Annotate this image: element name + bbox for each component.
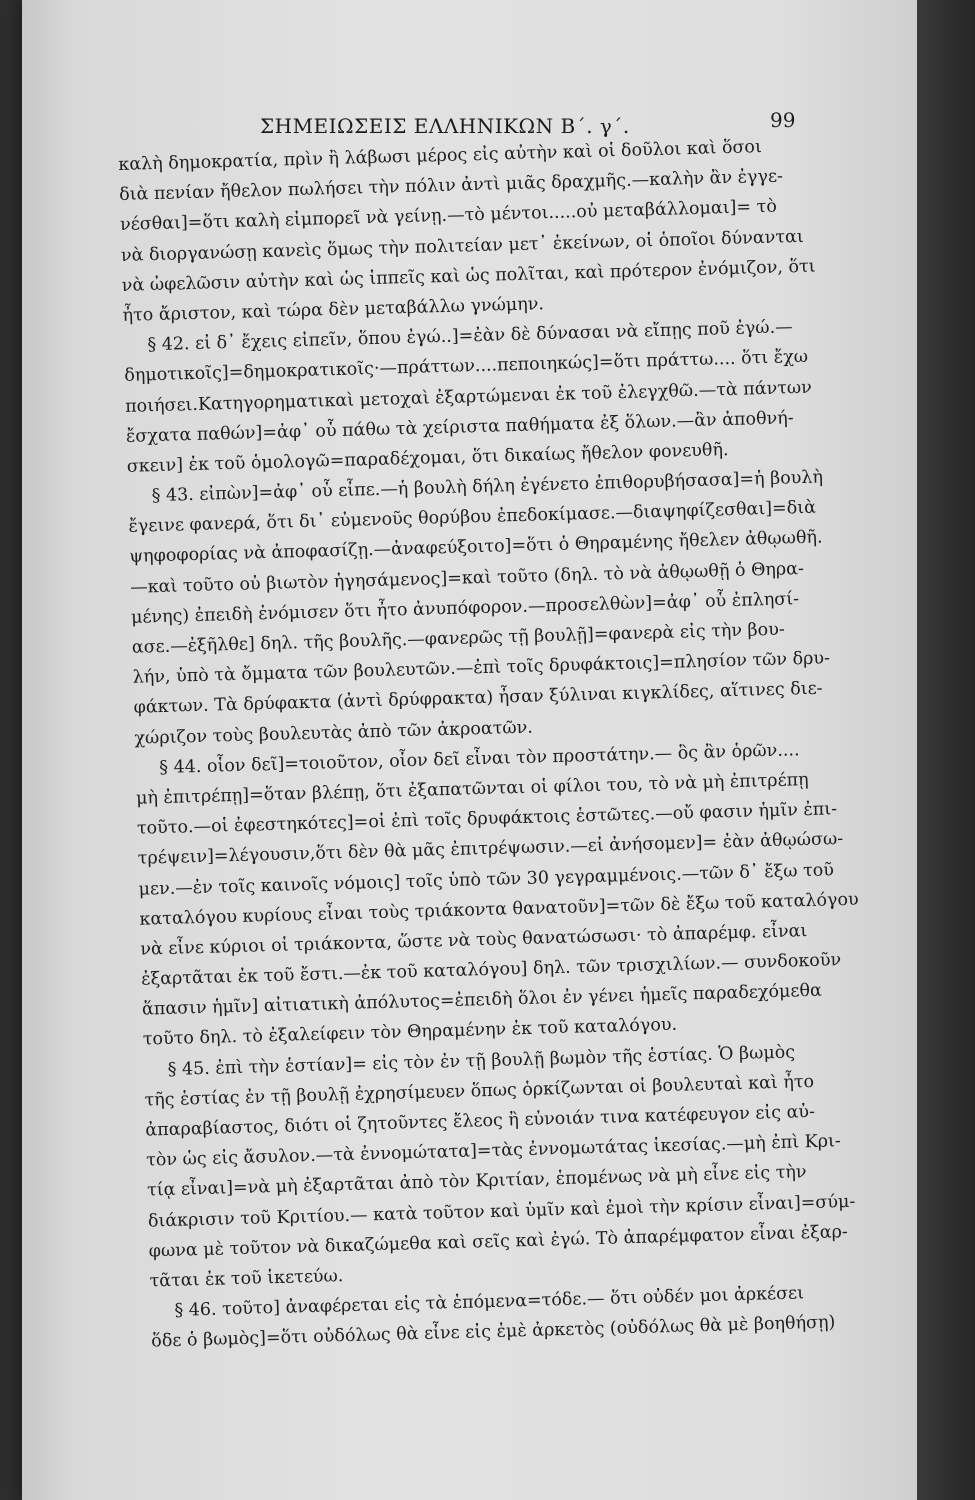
scanned-page: [22, 0, 917, 1500]
body-text: [118, 129, 886, 1357]
text-line: χώριζον τοὺς βουλευτὰς ἀπὸ τῶν ἀκροατῶν.: [134, 717, 534, 749]
text-line: τρέψειν]=λέγουσιν,ὅτι δὲν θὰ μᾶς ἐπιτρέψωσιν.—εἰ ἀνήσομεν]= ἐὰν ἀθῳώσω-: [137, 829, 844, 870]
text-line: μεν.—ἐν τοῖς καινοῖς νόμοις] τοῖς ὑπὸ τῶν 30 γεγραμμένοις.—τῶν δ᾽ ἔξω τοῦ: [138, 859, 835, 900]
text-line: ψηφοφορίας νὰ ἀποφασίζῃ.—ἀναφεύξοιτο]=ὅτι ὁ Θηραμένης ἤθελεν ἀθῳωθῆ.: [129, 527, 823, 568]
text-line: τοῦτο δηλ. τὸ ἐξαλείφειν τὸν Θηραμένην ἐκ τοῦ καταλόγου.: [142, 1015, 678, 1051]
text-line: διάκρισιν τοῦ Κριτίου.— κατὰ τοῦτον καὶ ὑμῖν καὶ ἐμοὶ τὴν κρίσιν εἶναι]=σύμ-: [147, 1191, 856, 1232]
text-line: ὅδε ὁ βωμὸς]=ὅτι οὐδόλως θὰ εἶνε εἰς ἐμὲ ἀρκετὸς (οὐδόλως θὰ μὲ βοηθήσῃ): [151, 1312, 836, 1352]
text-line: ἔγεινε φανερά, ὅτι δι᾽ εὐμενοῦς θορύβου ἐπεδοκίμασε.—διαψηφίζεσθαι]=διὰ: [128, 497, 817, 538]
text-line: ποιήσει.Κατηγορηματικαὶ μετοχαὶ ἐξαρτώμεναι ἐκ τοῦ ἐλεγχθῶ.—τὰ πάντων: [124, 377, 813, 417]
text-line: νὰ ὠφελῶσιν αὐτὴν καὶ ὡς ἱππεῖς καὶ ὡς πολῖται, καὶ πρότερον ἐνόμιζον, ὅτι: [121, 256, 816, 296]
text-line: τᾶται ἐκ τοῦ ἱκετεύω.: [149, 1266, 344, 1292]
text-line: ἀπαραβίαστος, διότι οἱ ζητοῦντες ἔλεος ἢ εὐνοιάν τινα κατέφευγον εἰς αὐ-: [145, 1101, 816, 1141]
text-line: νέσθαι]=ὅτι καλὴ εἰμπορεῖ νὰ γείνῃ.—τὸ μέντοι.....οὐ μεταβάλλομαι]= τὸ: [119, 197, 778, 236]
page-edge-shadow: [917, 0, 975, 1500]
section-43-start: § 43. εἰπὼν]=ἀφ᾽ οὗ εἶπε.—ἡ βουλὴ δήλη ἐγένετο ἐπιθορυβήσασα]=ἡ βουλὴ: [151, 467, 824, 507]
text-line: —καὶ τοῦτο οὐ βιωτὸν ἡγησάμενος]=καὶ τοῦτο (δηλ. τὸ νὰ ἀθῳωθῇ ὁ Θηρα-: [129, 558, 805, 598]
text-line: ἅπασιν ἡμῖν] αἰτιατικὴ ἀπόλυτος=ἐπειδὴ ὅλοι ἐν γένει ἡμεῖς παραδεχόμεθα: [141, 980, 823, 1020]
text-line: φωνα μὲ τοῦτον νὰ δικαζώμεθα καὶ σεῖς καὶ ἐγώ. Τὸ ἀπαρέμφατον εἶναι ἐξαρ-: [148, 1221, 849, 1262]
section-45-start: § 45. ἐπὶ τὴν ἑστίαν]= εἰς τὸν ἐν τῇ βουλῇ βωμὸν τῆς ἑστίας. Ὁ βωμὸς: [167, 1042, 796, 1080]
text-line: τοῦτο.—οἱ ἐφεστηκότες]=οἱ ἐπὶ τοῖς δρυφάκτοις ἑστῶτες.—οὔ φασιν ἡμῖν ἐπι-: [136, 799, 838, 839]
text-line: ἦτο ἄριστον, καὶ τώρα δὲν μεταβάλλω γνώμην.: [122, 294, 545, 326]
text-line: ἔσχατα παθών]=ἀφ᾽ οὗ πάθω τὰ χείριστα παθήματα ἐξ ὅλων.—ἂν ἀποθνή-: [125, 407, 794, 447]
text-line: ἐξαρτᾶται ἐκ τοῦ ἔστι.—ἐκ τοῦ καταλόγου] δηλ. τῶν τρισχιλίων.— συνδοκοῦν: [140, 950, 842, 990]
text-line: νὰ εἶνε κύριοι οἱ τριάκοντα, ὥστε νὰ τοὺς θανατώσωσι· τὸ ἀπαρέμφ. εἶναι: [140, 920, 808, 960]
running-head: ΣΗΜΕΙΩΣΕΙΣ ΕΛΛΗΝΙΚΩΝ Β΄. γ΄.: [260, 114, 630, 138]
text-line: δημοτικοῖς]=δημοκρατικοῖς·—πράττων....πεποιηκώς]=ὅτι πράττω.... ὅτι ἔχω: [124, 347, 809, 387]
text-line: ασε.—ἐξῆλθε] δηλ. τῆς βουλῆς.—φανερῶς τῇ βουλῇ]=φανερὰ εἰς τὴν βου-: [131, 619, 786, 658]
text-line: τίᾳ εἶναι]=νὰ μὴ ἐξαρτᾶται ἀπὸ τὸν Κριτίαν, ἑπομένως νὰ μὴ εἶνε εἰς τὴν: [146, 1162, 807, 1201]
section-46-start: § 46. τοῦτο] ἀναφέρεται εἰς τὰ ἑπόμενα=τόδε.— ὅτι οὐδέν μοι ἀρκέσει: [174, 1283, 805, 1321]
text-line: μένης) ἐπειδὴ ἐνόμισεν ὅτι ἦτο ἀνυπόφορον.—προσελθὼν]=ἀφ᾽ οὗ ἐπλησί-: [130, 588, 800, 628]
section-44-start: § 44. οἷον δεῖ]=τοιοῦτον, οἷον δεῖ εἶναι τὸν προστάτην.— ὃς ἂν ὁρῶν....: [158, 739, 800, 778]
text-line: καλὴ δημοκρατία, πρὶν ἢ λάβωσι μέρος εἰς αὐτὴν καὶ οἱ δοῦλοι καὶ ὅσοι: [118, 137, 763, 175]
text-line: τῆς ἑστίας ἐν τῇ βουλῇ ἐχρησίμευεν ὅπως ὁρκίζωνται οἱ βουλευταὶ καὶ ἦτο: [144, 1071, 815, 1111]
text-line: διὰ πενίαν ἤθελον πωλήσει τὴν πόλιν ἀντὶ μιᾶς δραχμῆς.—καλὴν ἂν ἐγγε-: [118, 166, 784, 206]
text-line: σκειν] ἐκ τοῦ ὁμολογῶ=παραδέχομαι, ὅτι δικαίως ἤθελον φονευθῆ.: [126, 439, 729, 477]
text-line: νὰ διοργανώσῃ κανεὶς ὅμως τὴν πολιτείαν μετ᾽ ἐκείνων, οἱ ὁποῖοι δύνανται: [120, 226, 804, 266]
text-line: λήν, ὑπὸ τὰ ὄμματα τῶν βουλευτῶν.—ἐπὶ τοῖς δρυφάκτοις]=πλησίον τῶν δρυ-: [132, 648, 831, 688]
text-line: φάκτων. Τὰ δρύφακτα (ἀντὶ δρύφρακτα) ἦσαν ξύλιναι κιγκλίδες, αἵτινες διε-: [133, 678, 823, 719]
page-number: 99: [770, 108, 796, 132]
section-42-start: § 42. εἰ δ᾽ ἔχεις εἰπεῖν, ὅπου ἐγώ..]=ἐὰν δὲ δύνασαι νὰ εἴπῃς ποῦ ἐγώ.—: [147, 317, 793, 356]
text-line: μὴ ἐπιτρέπῃ]=ὅταν βλέπῃ, ὅτι ἐξαπατῶνται οἱ φίλοι του, τὸ νὰ μὴ ἐπιτρέπῃ: [135, 769, 809, 809]
text-line: τὸν ὡς εἰς ἄσυλον.—τὰ ἐννομώτατα]=τὰς ἐννομωτάτας ἱκεσίας.—μὴ ἐπὶ Κρι-: [145, 1131, 842, 1171]
text-line: καταλόγου κυρίους εἶναι τοὺς τριάκοντα θανατοῦν]=τῶν δὲ ἔξω τοῦ καταλόγου: [139, 889, 859, 930]
